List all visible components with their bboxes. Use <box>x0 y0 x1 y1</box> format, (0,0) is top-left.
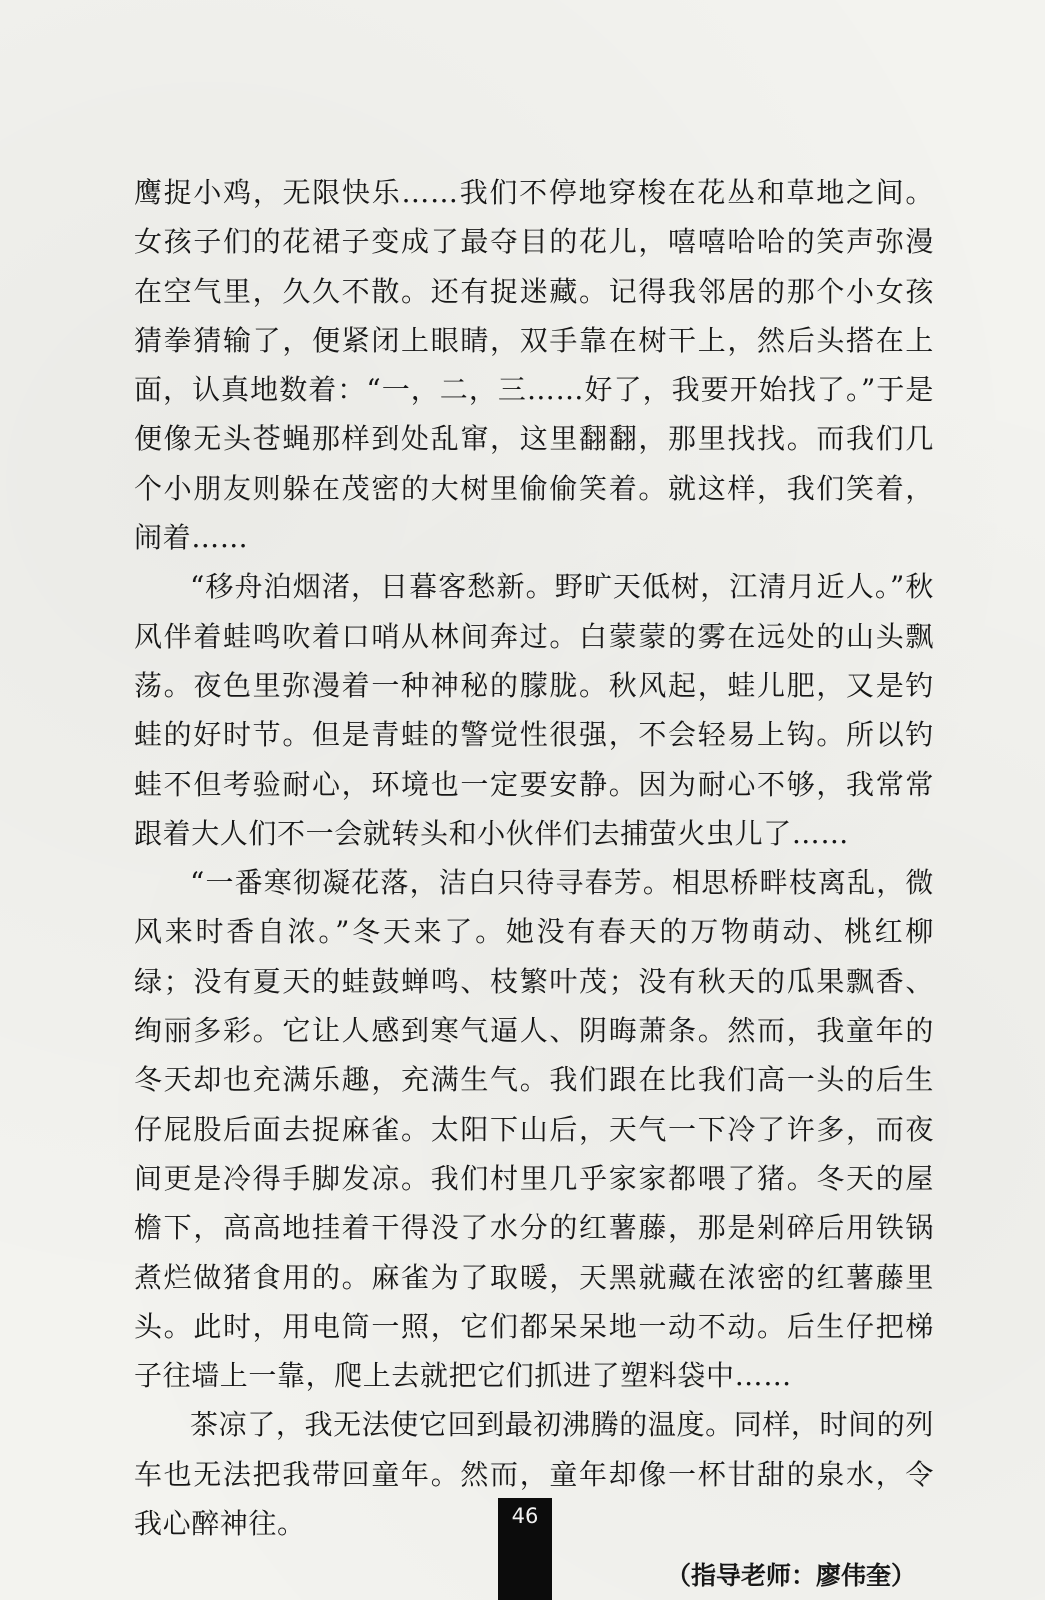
paragraph-4: 茶凉了，我无法使它回到最初沸腾的温度。同样，时间的列车也无法把我带回童年。然而，童年却像一杯甘甜的泉水，令我心醉神往。 <box>134 1408 934 1541</box>
paragraph-3: “一番寒彻凝花落，洁白只待寻春芳。相思桥畔枝离乱，微风来时香自浓。”冬天来了。她没有春天的万物萌动、桃红柳绿；没有夏天的蛙鼓蝉鸣、枝繁叶茂；没有秋天的瓜果飘香、绚丽多彩。它让人感到寒气逼人、阴晦萧条。然而，我童年的冬天却也充满乐趣，充满生气。我们跟在比我们高一头的后生仔屁股后面去捉麻雀。太阳下山后，天气一下冷了许多，而夜间更是冷得手脚发凉。我们村里几乎家家都喂了猪。冬天的屋檐下，高高地挂着干得没了水分的红薯藤，那是剁碎后用铁锅煮烂做猪食用的。麻雀为了取暖，天黑就藏在浓密的红薯藤里头。此时，用电筒一照，它们都呆呆地一动不动。后生仔把梯子往墙上一靠，爬上去就把它们抓进了塑料袋中…… <box>134 866 934 1393</box>
teacher-credit: （指导老师：廖伟奎） <box>665 1561 916 1591</box>
paragraph-2: “移舟泊烟渚，日暮客愁新。野旷天低树，江清月近人。”秋风伴着蛙鸣吹着口哨从林间奔过。白蒙蒙的雾在远处的山头飘荡。夜色里弥漫着一种神秘的朦胧。秋风起，蛙儿肥，又是钓蛙的好时节。但是青蛙的警觉性很强，不会轻易上钩。所以钓蛙不但考验耐心，环境也一定要安静。因为耐心不够，我常常跟着大人们不一会就转头和小伙伴们去捕萤火虫儿了…… <box>134 570 934 850</box>
article-body <box>134 168 934 1598</box>
page-number: 46 <box>498 1498 552 1600</box>
paragraph-1: 鹰捉小鸡，无限快乐……我们不停地穿梭在花丛和草地之间。女孩子们的花裙子变成了最夺目的花儿，嘻嘻哈哈的笑声弥漫在空气里，久久不散。还有捉迷藏。记得我邻居的那个小女孩猜拳猜输了，便紧闭上眼睛，双手靠在树干上，然后头搭在上面，认真地数着：“一，二，三……好了，我要开始找了。”于是便像无头苍蝇那样到处乱窜，这里翻翻，那里找找。而我们几个小朋友则躲在茂密的大树里偷偷笑着。就这样，我们笑着，闹着…… <box>134 176 934 555</box>
